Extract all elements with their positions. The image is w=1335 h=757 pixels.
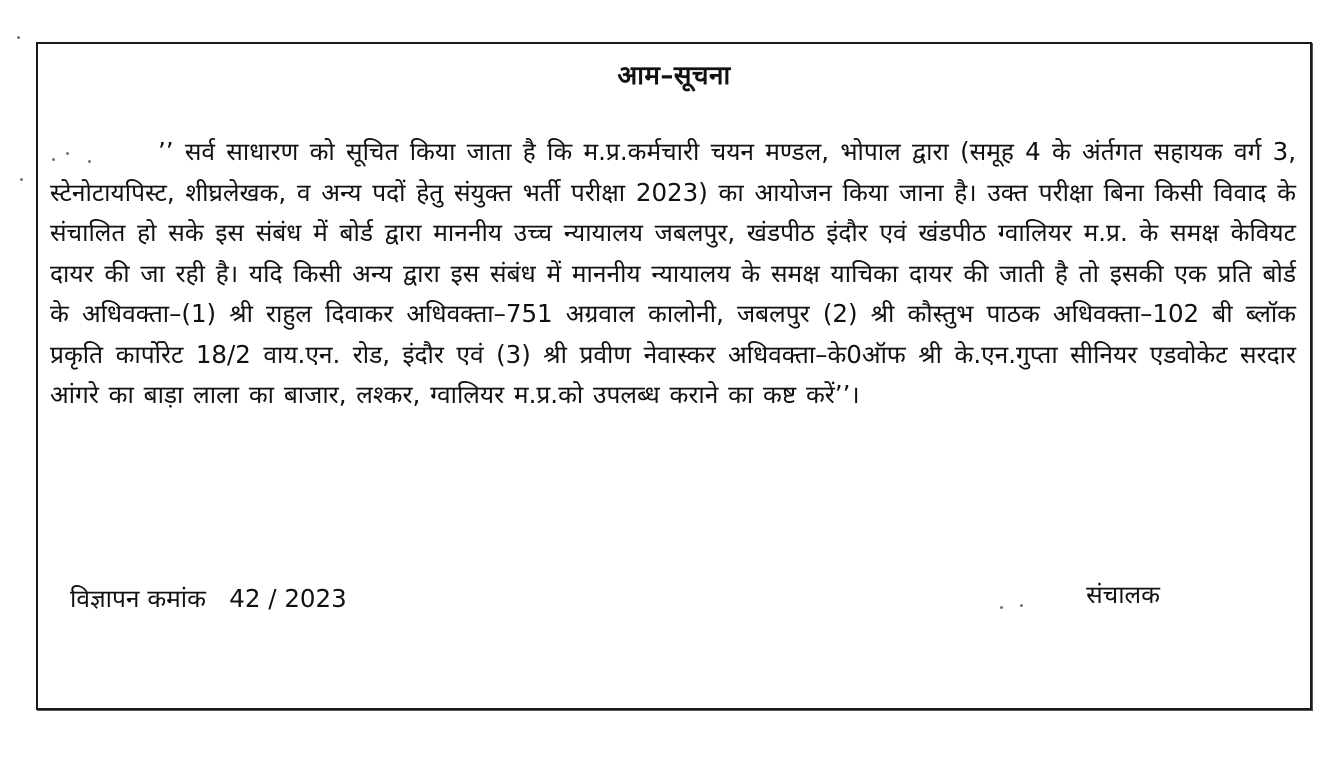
signatory-title: संचालक bbox=[1086, 580, 1160, 609]
scan-speck bbox=[17, 36, 20, 39]
scan-speck bbox=[66, 152, 69, 155]
scan-speck bbox=[1020, 604, 1023, 607]
scan-speck bbox=[88, 160, 91, 163]
notice-frame bbox=[36, 42, 1312, 710]
notice-body-text: ’’ सर्व साधारण को सूचित किया जाता है कि म.प्र.कर्मचारी चयन मण्डल, भोपाल द्वारा (समूह 4 के अंर्तगत सहायक वर्ग 3, स्टेनोटायपिस्ट, शीघ्रलेखक, व अन्य पदों हेतु संयुक्त भर्ती परीक्षा 2023) का आयोजन किया जाना है। उक्त परीक्षा बिना किसी विवाद के संचालित हो सके इस संबंध में बोर्ड द्वारा माननीय उच्च न्यायालय जबलपुर, खंडपीठ इंदौर एवं खंडपीठ ग्वालियर म.प्र. के समक्ष केवियट दायर की जा रही है। यदि किसी अन्य द्वारा इस संबंध में माननीय न्यायालय के समक्ष याचिका दायर की जाती है तो इसकी एक प्रति बोर्ड के अधिवक्ता–(1) श्री राहुल दिवाकर अधिवक्ता–751 अग्रवाल कालोनी, जबलपुर (2) श्री कौस्तुभ पाठक अधिवक्ता–102 बी ब्लॉक प्रकृति कार्पोरेट 18/2 वाय.एन. रोड, इंदौर एवं (3) श्री प्रवीण नेवास्कर अधिवक्ता–के0ऑफ श्री के.एन.गुप्ता सीनियर एडवोकेट सरदार आंगरे का बाड़ा लाला का बाजार, लश्कर, ग्वालियर म.प्र.को उपलब्ध कराने का कष्ट करें’’। bbox=[50, 137, 1296, 409]
notice-title: आम–सूचना bbox=[617, 61, 731, 91]
scan-speck bbox=[52, 158, 55, 161]
advertisement-number: विज्ञापन कमांक 42 / 2023 bbox=[70, 584, 347, 613]
notice-body-paragraph bbox=[50, 132, 1296, 416]
scan-speck bbox=[1000, 606, 1003, 609]
scan-speck bbox=[20, 178, 23, 181]
